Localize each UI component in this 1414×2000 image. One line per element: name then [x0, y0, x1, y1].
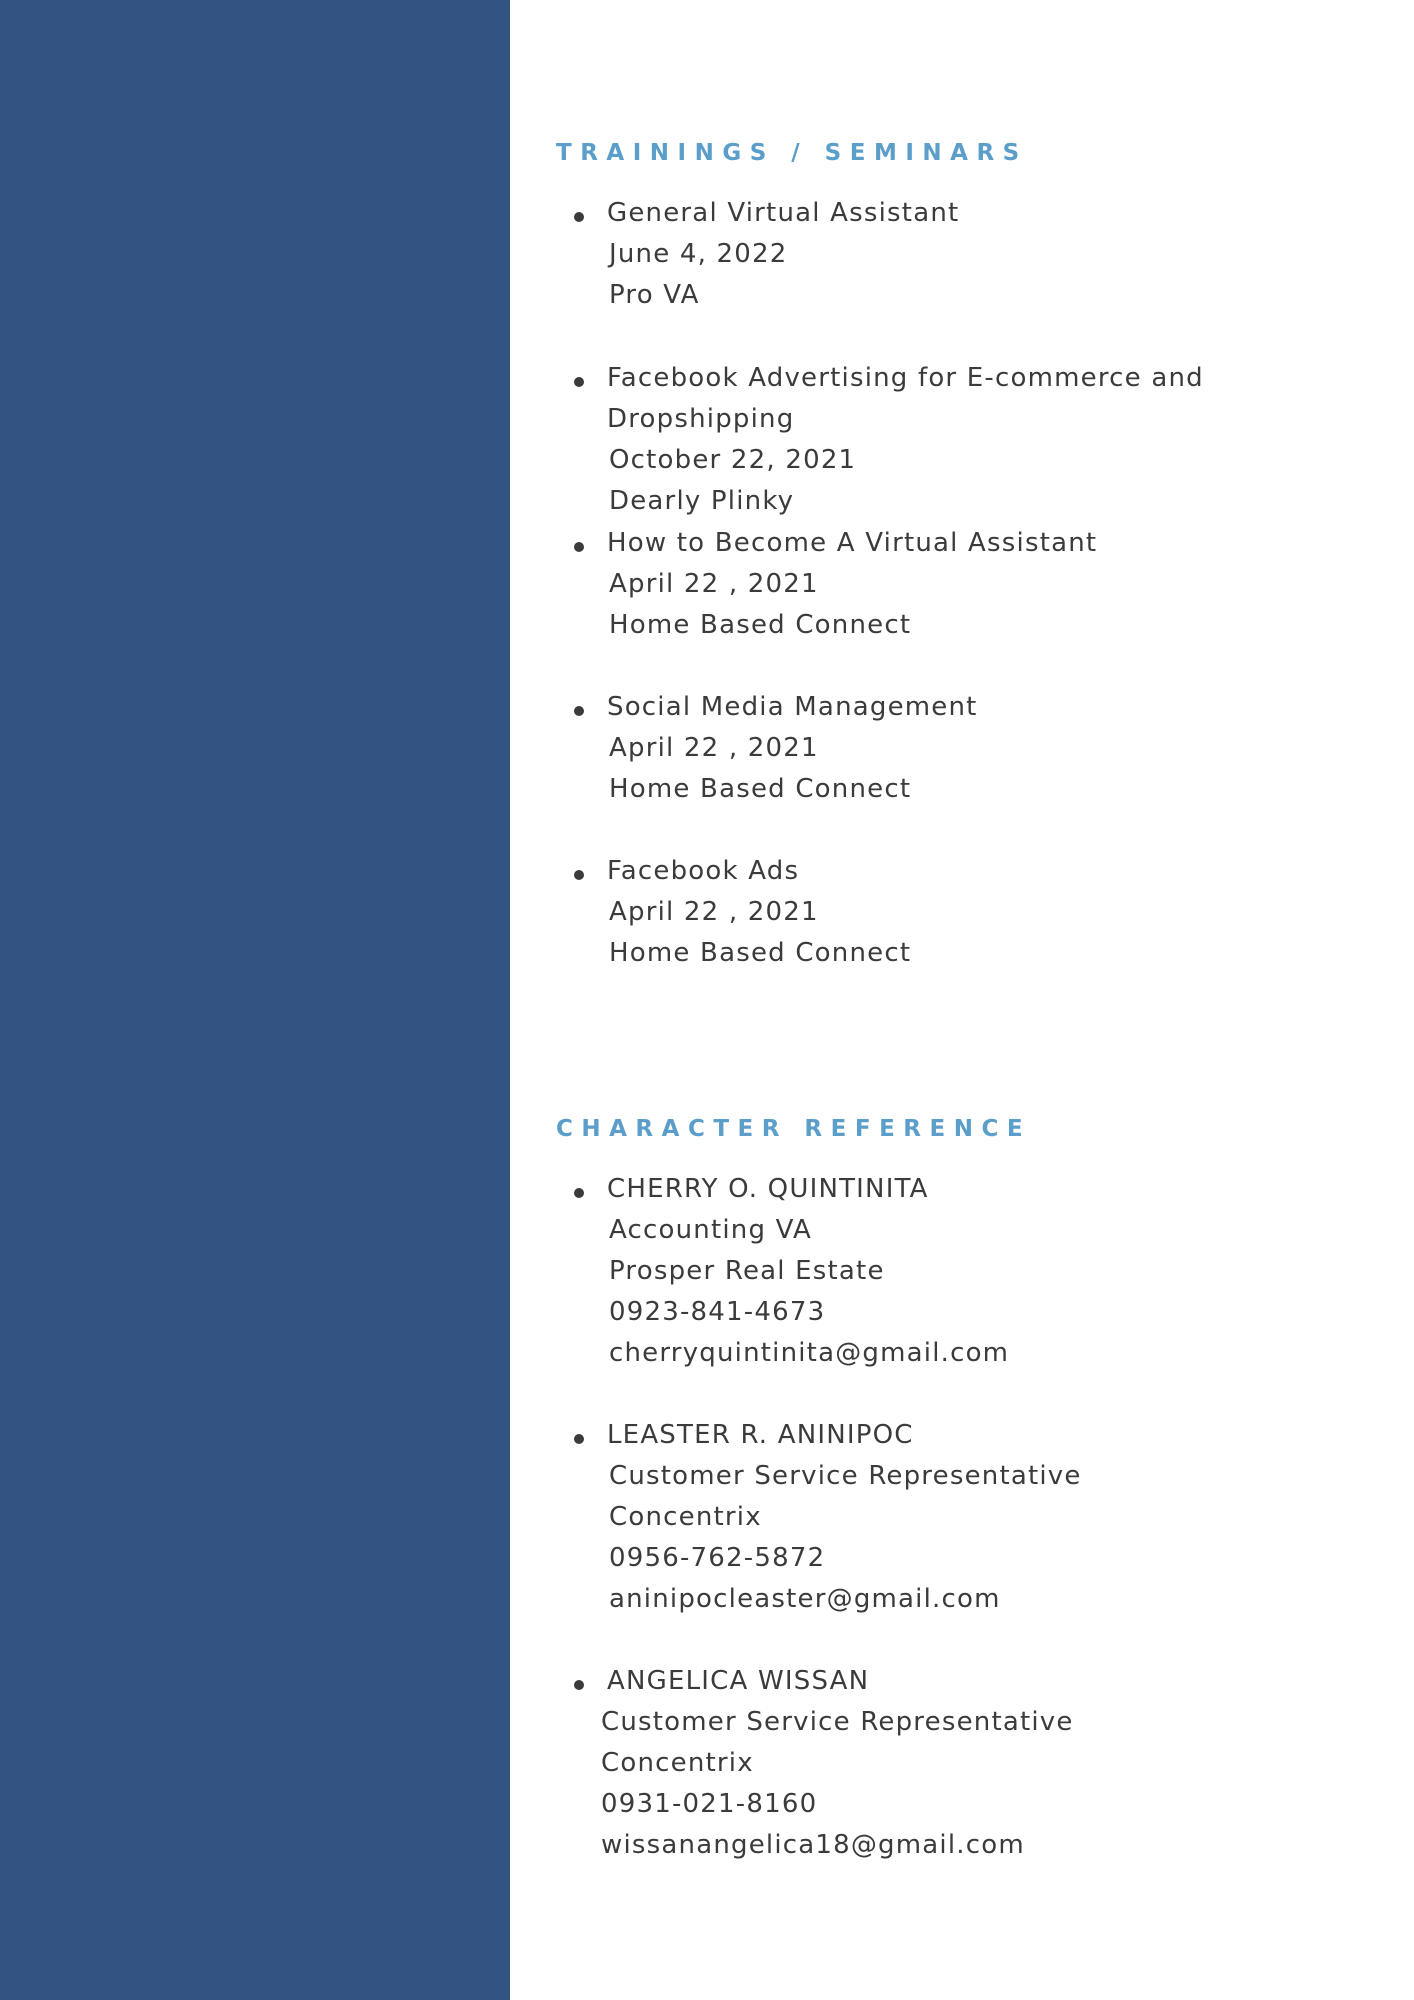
training-date: October 22, 2021 — [609, 445, 857, 475]
bullet-icon — [574, 1188, 584, 1198]
training-provider: Dearly Plinky — [609, 486, 795, 516]
trainings-list — [556, 193, 1204, 974]
bullet-icon — [574, 706, 584, 716]
reference-position: Customer Service Representative — [601, 1707, 1074, 1737]
character-reference-heading: CHARACTER REFERENCE — [556, 1116, 1032, 1142]
bullet-icon — [574, 1434, 584, 1444]
reference-email: wissanangelica18@gmail.com — [601, 1830, 1025, 1860]
training-name: Social Media Management — [607, 692, 978, 722]
training-item — [556, 851, 1204, 974]
bullet-icon — [574, 542, 584, 552]
training-item — [556, 358, 1204, 523]
training-name-cont: Dropshipping — [607, 404, 795, 434]
bullet-icon — [574, 1680, 584, 1690]
training-date: April 22 , 2021 — [609, 897, 819, 927]
training-date: April 22 , 2021 — [609, 569, 819, 599]
reference-name: ANGELICA WISSAN — [607, 1666, 870, 1696]
training-item — [556, 687, 1204, 851]
reference-item — [556, 1415, 1082, 1661]
training-name: Facebook Ads — [607, 856, 800, 886]
bullet-icon — [574, 870, 584, 880]
references-list — [556, 1169, 1082, 1866]
reference-position: Customer Service Representative — [609, 1461, 1082, 1491]
training-provider: Home Based Connect — [609, 610, 912, 640]
training-provider: Home Based Connect — [609, 774, 912, 804]
training-date: April 22 , 2021 — [609, 733, 819, 763]
reference-item — [556, 1661, 1082, 1866]
training-name: General Virtual Assistant — [607, 198, 960, 228]
reference-phone: 0956-762-5872 — [609, 1543, 826, 1573]
reference-position: Accounting VA — [609, 1215, 812, 1245]
reference-company: Concentrix — [601, 1748, 754, 1778]
training-name: Facebook Advertising for E-commerce and — [607, 363, 1204, 393]
reference-company: Prosper Real Estate — [609, 1256, 885, 1286]
reference-email: cherryquintinita@gmail.com — [609, 1338, 1010, 1368]
reference-phone: 0923-841-4673 — [609, 1297, 826, 1327]
reference-name: LEASTER R. ANINIPOC — [607, 1420, 914, 1450]
training-provider: Home Based Connect — [609, 938, 912, 968]
training-date: June 4, 2022 — [609, 239, 788, 269]
reference-item — [556, 1169, 1082, 1415]
training-item — [556, 523, 1204, 687]
reference-email: aninipocleaster@gmail.com — [609, 1584, 1001, 1614]
reference-company: Concentrix — [609, 1502, 762, 1532]
reference-phone: 0931-021-8160 — [601, 1789, 818, 1819]
training-provider: Pro VA — [609, 280, 700, 310]
trainings-heading: TRAININGS / SEMINARS — [556, 140, 1028, 166]
bullet-icon — [574, 212, 584, 222]
sidebar-panel — [0, 0, 510, 2000]
training-item — [556, 193, 1204, 358]
reference-name: CHERRY O. QUINTINITA — [607, 1174, 929, 1204]
training-name: How to Become A Virtual Assistant — [607, 528, 1098, 558]
bullet-icon — [574, 377, 584, 387]
